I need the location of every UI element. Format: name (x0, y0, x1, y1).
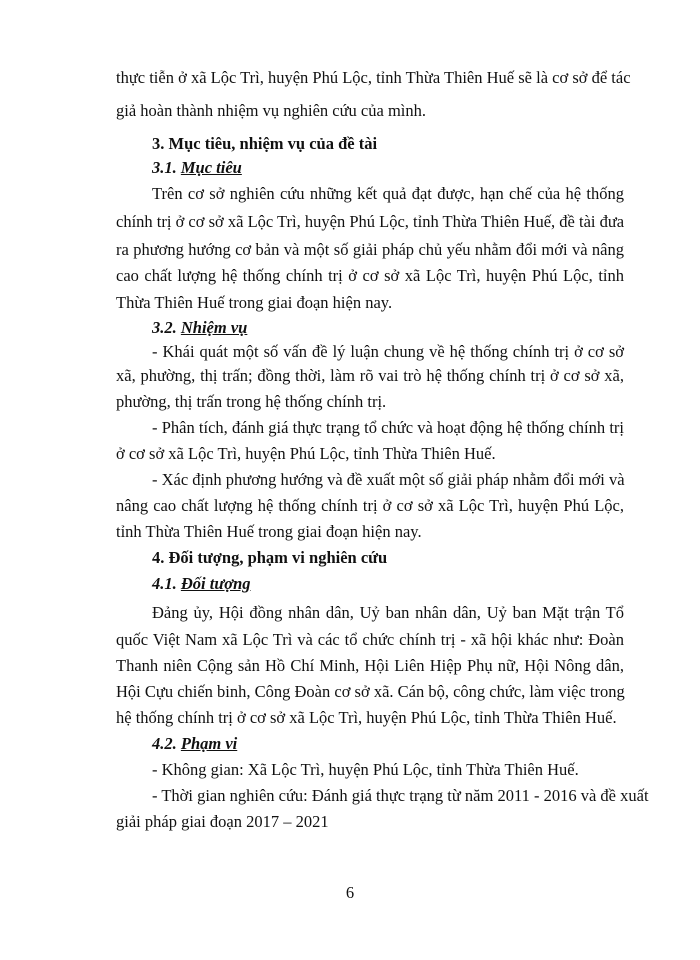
text-line: hệ thống chính trị ở cơ sở xã Lộc Trì, huyện Phú Lộc, tỉnh Thừa Thiên Huế. (116, 708, 617, 727)
text-line: Hội Cựu chiến binh, Công Đoàn cơ sở xã. Cán bộ, công chức, làm việc trong (116, 682, 625, 701)
subsection-title: Phạm vi (180, 734, 238, 753)
subsection-title: Đối tượng (180, 574, 251, 593)
subsection-number: 4.2. (152, 734, 177, 753)
text-line: ở cơ sở xã Lộc Trì, huyện Phú Lộc, tỉnh Thừa Thiên Huế. (116, 444, 496, 463)
subsection-number: 3.2. (152, 318, 177, 337)
text-line: Thanh niên Cộng sản Hồ Chí Minh, Hội Liên Hiệp Phụ nữ, Hội Nông dân, (116, 656, 624, 675)
text-line: phường, thị trấn trong hệ thống chính trị. (116, 392, 387, 411)
text-line: Trên cơ sở nghiên cứu những kết quả đạt được, hạn chế của hệ thống (152, 184, 624, 203)
text-line: - Thời gian nghiên cứu: Đánh giá thực trạng từ năm 2011 - 2016 và đề xuất (152, 786, 649, 805)
text-line: giải pháp giai đoạn 2017 – 2021 (116, 812, 329, 831)
subsection-heading-4-1 (152, 574, 622, 594)
text-line: quốc Việt Nam xã Lộc Trì và các tổ chức chính trị - xã hội khác như: Đoàn (116, 630, 624, 649)
subsection-heading-4-2 (152, 734, 622, 754)
section-heading-4: 4. Đối tượng, phạm vi nghiên cứu (152, 548, 388, 567)
subsection-heading-3-1 (152, 158, 622, 178)
text-line: tỉnh Thừa Thiên Huế trong giai đoạn hiện nay. (116, 522, 422, 541)
text-line: Đảng ủy, Hội đồng nhân dân, Uỷ ban nhân dân, Uỷ ban Mặt trận Tổ (152, 603, 624, 622)
text-line: chính trị ở cơ sở xã Lộc Trì, huyện Phú Lộc, tỉnh Thừa Thiên Huế, đề tài đưa (116, 212, 625, 231)
text-line: giả hoàn thành nhiệm vụ nghiên cứu của mình. (116, 101, 426, 120)
section-heading-3: 3. Mục tiêu, nhiệm vụ của đề tài (152, 134, 378, 153)
text-line: - Không gian: Xã Lộc Trì, huyện Phú Lộc, tỉnh Thừa Thiên Huế. (152, 760, 579, 779)
text-line: ra phương hướng cơ bản và một số giải pháp chủ yếu nhằm đổi mới và nâng (116, 240, 624, 259)
subsection-number: 4.1. (152, 574, 177, 593)
text-line: - Phân tích, đánh giá thực trạng tổ chức và hoạt động hệ thống chính trị (152, 418, 624, 437)
subsection-title: Nhiệm vụ (180, 318, 248, 337)
subsection-title: Mục tiêu (180, 158, 242, 177)
text-line: thực tiễn ở xã Lộc Trì, huyện Phú Lộc, tỉnh Thừa Thiên Huế sẽ là cơ sở để tác (116, 68, 631, 87)
text-line: nâng cao chất lượng hệ thống chính trị ở cơ sở xã Lộc Trì, huyện Phú Lộc, (116, 496, 624, 515)
text-line: - Xác định phương hướng và đề xuất một số giải pháp nhằm đổi mới và (152, 470, 625, 489)
subsection-number: 3.1. (152, 158, 177, 177)
text-line: - Khái quát một số vấn đề lý luận chung về hệ thống chính trị ở cơ sở (152, 342, 624, 361)
page-number: 6 (345, 883, 355, 902)
text-line: Thừa Thiên Huế trong giai đoạn hiện nay. (116, 293, 393, 312)
text-line: cao chất lượng hệ thống chính trị ở cơ sở xã Lộc Trì, huyện Phú Lộc, tỉnh (116, 266, 624, 285)
text-line: xã, phường, thị trấn; đồng thời, làm rõ vai trò hệ thống chính trị ở cơ sở xã, (116, 366, 624, 385)
subsection-heading-3-2 (152, 318, 622, 338)
